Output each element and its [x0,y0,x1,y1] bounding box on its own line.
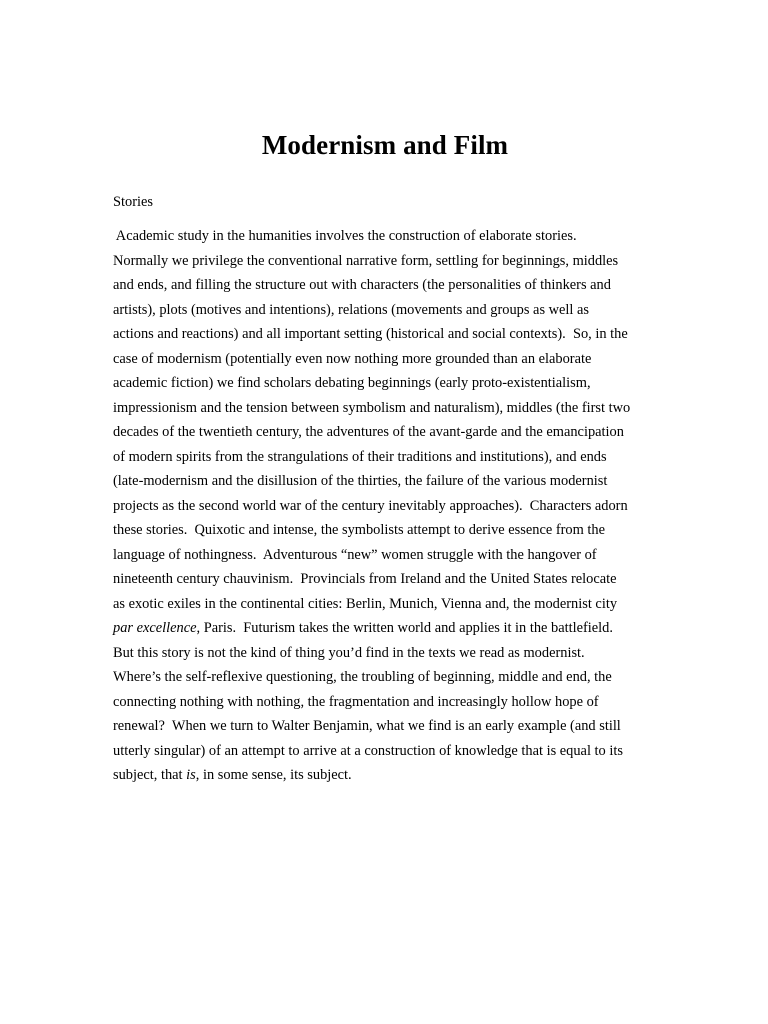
text-run: projects as the second world war of the century inevitably approaches). Characters adorn [113,497,628,514]
paragraph-line [113,420,673,445]
body-paragraph [113,224,673,788]
document-title: Modernism and Film [261,130,509,160]
text-run: case of modernism (potentially even now nothing more grounded than an elaborate [113,350,592,367]
text-run: actions and reactions) and all important setting (historical and social contexts). So, in the [113,326,628,342]
text-run: renewal? When we turn to Walter Benjamin, what we find is an early example (and still [113,718,621,734]
text-run: of modern spirits from the strangulations of their traditions and institutions), and ends [113,448,607,465]
text-run: as exotic exiles in the continental cities: Berlin, Munich, Vienna and, the modernist city [113,595,618,612]
paragraph-line [113,518,673,543]
text-run: utterly singular) of an attempt to arrive at a construction of knowledge that is equal to its [113,742,623,759]
paragraph-line [113,739,673,764]
paragraph-line [113,494,673,519]
paragraph-line [113,273,673,298]
text-run: academic fiction) we find scholars debating beginnings (early proto-existentialism, [113,375,591,391]
text-run: But this story is not the kind of thing you’d find in the texts we read as modernist. [113,644,585,661]
paragraph-line [113,396,673,421]
paragraph-line [113,665,673,690]
text-run: subject, that [113,767,187,783]
section-heading: Stories [113,194,153,210]
text-run: decades of the twentieth century, the adventures of the avant-garde and the emancipation [113,424,624,440]
text-run: Academic study in the humanities involves the construction of elaborate stories. [113,228,577,244]
paragraph-line [113,763,673,788]
paragraph-line [113,249,673,274]
text-run: nineteenth century chauvinism. Provincials from Ireland and the United States relocate [113,571,617,587]
text-run: these stories. Quixotic and intense, the symbolists attempt to derive essence from the [113,522,605,538]
text-run: impressionism and the tension between symbolism and naturalism), middles (the first two [113,399,631,416]
text-run: language of nothingness. Adventurous “new” women struggle with the hangover of [113,546,597,563]
text-run: Where’s the self-reflexive questioning, the troubling of beginning, middle and end, the [113,669,612,685]
paragraph-line [113,322,673,347]
paragraph-line [113,224,673,249]
text-run: connecting nothing with nothing, the fragmentation and increasingly hollow hope of [113,693,599,710]
paragraph-line [113,641,673,666]
italic-text: par excellence [113,620,197,636]
paragraph-line [113,543,673,568]
paragraph-line [113,616,673,641]
paragraph-line [113,567,673,592]
text-run: , Paris. Futurism takes the written world and applies it in the battlefield. [196,620,613,636]
text-run: and ends, and filling the structure out with characters (the personalities of thinkers and [113,277,611,293]
paragraph-line [113,298,673,323]
paragraph-line [113,347,673,372]
paragraph-line [113,371,673,396]
text-run: (late-modernism and the disillusion of the thirties, the failure of the various modernist [113,473,608,489]
text-run: artists), plots (motives and intentions), relations (movements and groups as well as [113,301,590,318]
italic-text: is [186,767,196,783]
paragraph-line [113,592,673,617]
text-run: , in some sense, its subject. [195,767,352,783]
text-run: Normally we privilege the conventional narrative form, settling for beginnings, middles [113,252,619,269]
paragraph-line [113,690,673,715]
paragraph-line [113,714,673,739]
paragraph-line [113,445,673,470]
paragraph-line [113,469,673,494]
